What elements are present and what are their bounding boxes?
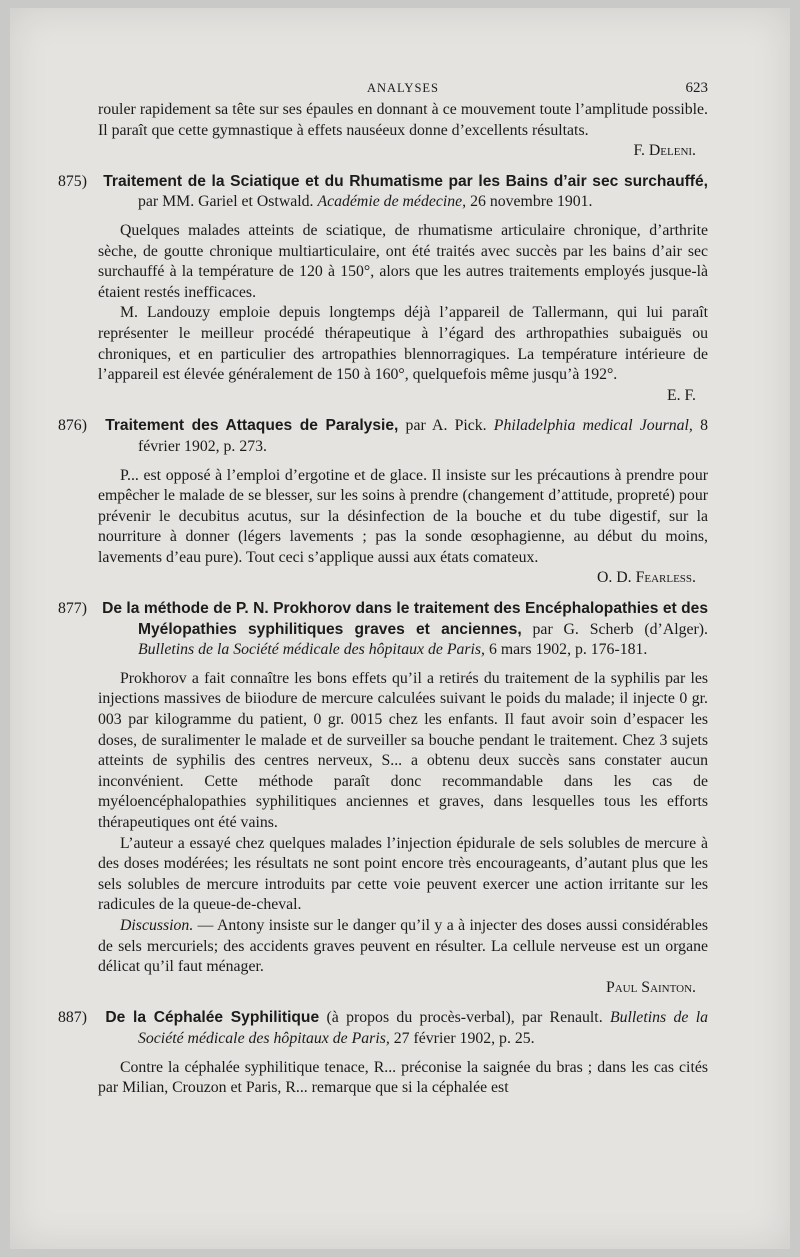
signature-text: F. Deleni. (633, 142, 696, 160)
entry-source: Philadelphia medical Journal, (493, 417, 693, 435)
entry-date: 26 novembre 1901. (470, 193, 593, 211)
entry-source: Bulletins de la Société médicale des hôpitaux de Paris, (138, 641, 486, 659)
signature-text: Paul Sainton. (605, 978, 696, 996)
discussion-label: Discussion. (120, 916, 194, 934)
entry-authors: par A. Pick. (405, 417, 487, 435)
entry-title: Traitement des Attaques de Paralysie, (105, 417, 399, 435)
entry-authors: (à propos du procès-verbal), par Renault. (326, 1009, 603, 1027)
entry-paragraph: P... est opposé à l’emploi d’ergotine et de glace. Il insiste sur les précautions à prendre pour empêcher le malade de se blesser, sur les soins à prendre (changement d’attitude, propreté) pour prévenir le decubitus acutus, sur la désinfection de la bouche et du tube digestif, sur la nourriture à donner (légers lavements ; pas la sonde œsophagienne, au début du moins, lavements d’eau pure). Tout ceci s’applique aussi aux états comateux. (98, 466, 708, 566)
page-number: 623 (685, 80, 708, 96)
entry-heading: 876) Traitement des Attaques de Paralysie, par A. Pick. Philadelphia medical Journal, 8 février 1902, p. 273. (58, 417, 708, 455)
entry-paragraph: Prokhorov a fait connaître les bons effets qu’il a retirés du traitement de la syphilis par les injections massives de biiodure de mercure calculées suivant le poids du malade; il injecte 0 gr. 003 par kilogramme du patient, 0 gr. 0015 chez les enfants. Il faut avoir soin d’espacer les doses, de suralimenter le malade et de surveiller sa bouche pendant le traitement. Chez 3 sujets atteints de syphilis des centres nerveux, S... a obtenu deux succès sans constater aucun inconvénient. Cette méthode paraît donc recommandable dans les cas de myéloencéphalopathies syphilitiques anciennes et graves, dans lesquelles tous les efforts thérapeutiques ont été vains. (98, 669, 708, 831)
entry-887 (58, 1008, 709, 1098)
entry-authors: par MM. Gariel et Ostwald. (138, 193, 314, 211)
running-head (98, 78, 708, 100)
entry-875 (58, 172, 708, 407)
entry-discussion (98, 916, 708, 978)
entry-paragraph: L’auteur a essayé chez quelques malades l’injection épidurale de sels solubles de mercure à des doses modérées; les résultats ne sont point encore très encourageants, d’autant plus que les sels solubles de mercure introduits par cette voie peuvent exercer une action irritante sur les radicules de la queue-de-cheval. (98, 834, 708, 914)
discussion-text: — Antony insiste sur le danger qu’il y a à injecter des doses aussi considérables de sels mercuriels; des accidents graves peuvent en résulter. La cellule nerveuse est un organe délicat qu’il faut ménager. (98, 916, 708, 976)
entry-date: 27 février 1902, p. 25. (393, 1029, 535, 1047)
entry-title: Traitement de la Sciatique et du Rhumatisme par les Bains d’air sec surchauffé, (103, 172, 708, 190)
entry-authors: par G. Scherb (d’Alger). (532, 620, 708, 638)
entry-signature (98, 978, 708, 999)
entry-title: De la méthode de P. N. Prokhorov dans le traitement des Encéphalopathies et des Myélopathies syphilitiques graves et anciennes, (102, 600, 709, 638)
entry-heading: 877) De la méthode de P. N. Prokhorov dans le traitement des Encéphalopathies et des Myélopathies syphilitiques graves et anciennes, par G. Scherb (d’Alger). Bulletins de la Société médicale des hôpitaux de Paris, 6 mars 1902, p. 176-181. (58, 600, 709, 659)
entry-paragraph: Quelques malades atteints de sciatique, de rhumatisme articulaire chronique, d’arthrite sèche, de goutte chronique multiarticulaire, ont été traités avec succès par les bains d’air sec surchauffé à la température de 120 à 150°, alors que les autres traitements employés jusque-là étaient restés inefficaces. (98, 221, 708, 301)
entry-date: 8 février 1902, p. 273. (138, 417, 708, 455)
intro-paragraph: rouler rapidement sa tête sur ses épaules en donnant à ce mouvement toute l’amplitude possible. Il paraît que cette gymnastique à effets nauséeux donne d’excellents résultats. (98, 101, 708, 139)
journal-page (10, 8, 790, 1249)
entry-heading: 887) De la Céphalée Syphilitique (à propos du procès-verbal), par Renault. Bulletins de la Société médicale des hôpitaux de Paris, 27 février 1902, p. 25. (58, 1009, 709, 1047)
entry-paragraph: Contre la céphalée syphilitique tenace, R... préconise la saignée du bras ; dans les cas cités par Milian, Crouzon et Paris, R... remarque que si la céphalée est (98, 1058, 708, 1097)
entry-signature (98, 568, 708, 589)
intro-signature (98, 141, 708, 162)
running-head-title: ANALYSES (366, 81, 440, 95)
entry-date: 6 mars 1902, p. 176-181. (488, 641, 648, 659)
entry-source: Bulletins de la Société médicale des hôpitaux de Paris, (138, 1009, 709, 1047)
entry-source: Académie de médecine, (317, 193, 467, 211)
entry-877 (58, 599, 709, 998)
entry-title: De la Céphalée Syphilitique (105, 1009, 320, 1027)
entry-signature: E. F. (666, 386, 696, 404)
signature-text: O. D. Fearless. (596, 569, 696, 587)
entry-heading: 875) Traitement de la Sciatique et du Rhumatisme par les Bains d’air sec surchauffé, par MM. Gariel et Ostwald. Académie de médecine, 26 novembre 1901. (58, 172, 708, 211)
entry-876 (58, 416, 708, 589)
page-content (58, 78, 709, 1099)
entry-paragraph: M. Landouzy emploie depuis longtemps déjà l’appareil de Tallermann, qui lui paraît représenter le meilleur procédé thérapeutique à l’égard des arthropathies subaiguës ou chroniques, et en particulier des artropathies blennorragiques. La température intérieure de l’appareil est élevée généralement de 150 à 160°, quelquefois même jusqu’à 192°. (98, 304, 708, 384)
